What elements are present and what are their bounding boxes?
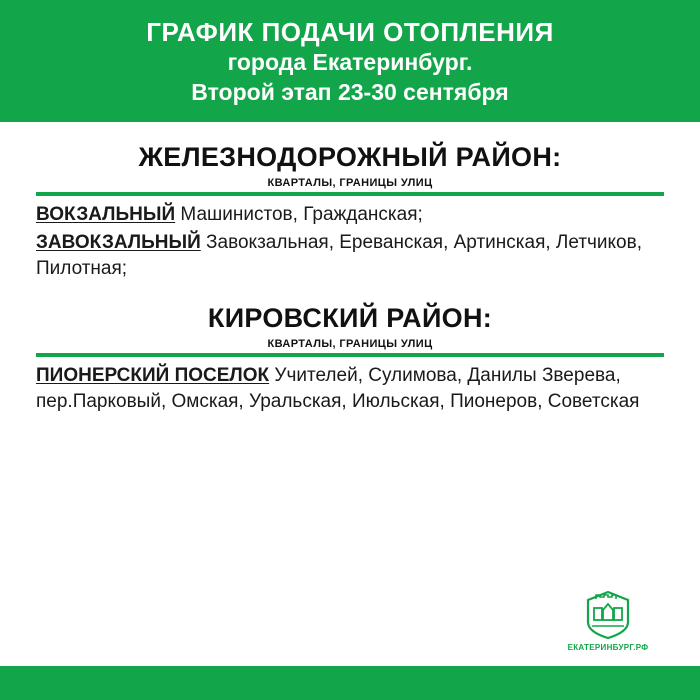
logo-area bbox=[0, 588, 700, 666]
section-divider bbox=[36, 353, 664, 357]
logo-caption: ЕКАТЕРИНБУРГ.РФ bbox=[567, 643, 649, 652]
sections-container bbox=[28, 122, 672, 415]
city-logo bbox=[560, 588, 656, 652]
district-section-kirovsky bbox=[36, 303, 664, 415]
poster-header bbox=[0, 0, 700, 122]
header-title-line-1: ГРАФИК ПОДАЧИ ОТОПЛЕНИЯ bbox=[146, 17, 554, 47]
quarter-streets: Завокзальная, Ереванская, Артинская, Летчиков, Пилотная; bbox=[36, 232, 642, 280]
header-title-line-2: города Екатеринбург. bbox=[227, 49, 473, 76]
quarter-name: ВОКЗАЛЬНЫЙ bbox=[36, 204, 176, 226]
section-gap bbox=[36, 285, 664, 297]
header-title-line-3: Второй этап 23-30 сентября bbox=[191, 78, 509, 105]
ekaterinburg-crest-icon bbox=[584, 588, 632, 640]
section-divider bbox=[36, 192, 664, 196]
quarter-name: ПИОНЕРСКИЙ ПОСЕЛОК bbox=[36, 364, 270, 386]
poster-body bbox=[0, 122, 700, 588]
list-item bbox=[36, 363, 664, 415]
district-section-railway bbox=[36, 142, 664, 283]
district-title: ЖЕЛЕЗНОДОРОЖНЫЙ РАЙОН: bbox=[138, 142, 562, 172]
quarter-streets: Учителей, Сулимова, Данилы Зверева, пер.Парковый, Омская, Уральская, Июльская, Пионеров, Советская bbox=[36, 364, 640, 412]
district-subcaption: КВАРТАЛЫ, ГРАНИЦЫ УЛИЦ bbox=[267, 177, 433, 190]
footer-green-bar bbox=[0, 666, 700, 700]
district-title: КИРОВСКИЙ РАЙОН: bbox=[207, 302, 493, 333]
district-subcaption: КВАРТАЛЫ, ГРАНИЦЫ УЛИЦ bbox=[267, 337, 433, 350]
quarter-streets: Машинистов, Гражданская; bbox=[175, 204, 423, 226]
list-item bbox=[36, 202, 664, 228]
quarter-name: ЗАВОКЗАЛЬНЫЙ bbox=[36, 232, 201, 254]
list-item bbox=[36, 230, 664, 282]
